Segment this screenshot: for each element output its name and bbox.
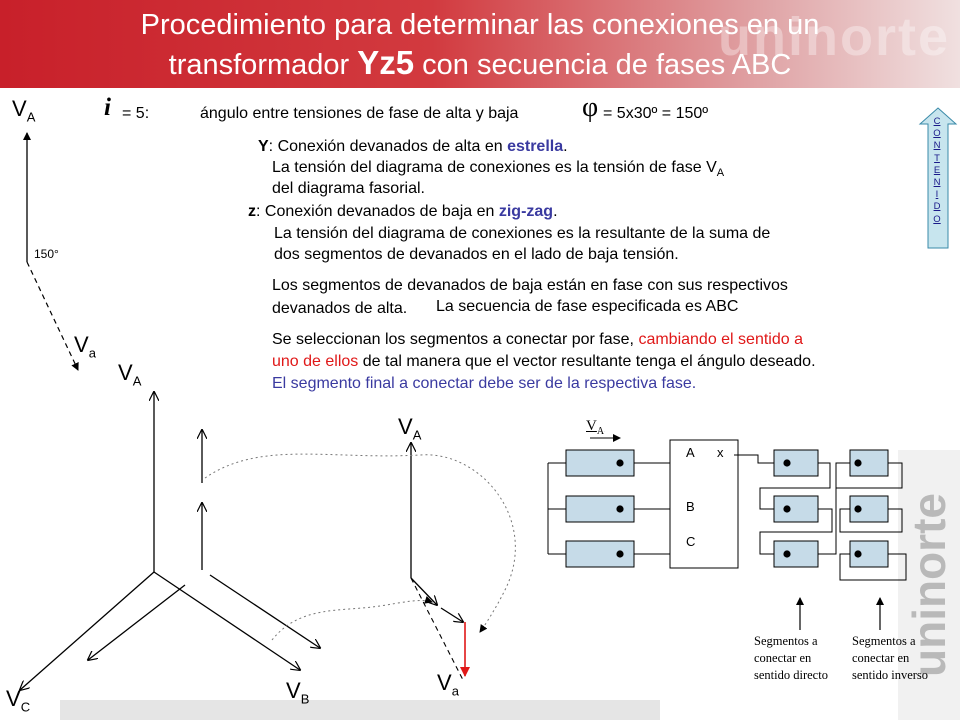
Va-top-sub: a: [88, 345, 96, 361]
star-VC-sub: C: [20, 699, 31, 715]
VA-top-sub: A: [26, 109, 36, 125]
title-line-1: Procedimiento para determinar las conexiones en un: [140, 9, 820, 41]
lv-direct-segment-c: [774, 541, 818, 567]
lv-inverse-segment-b: [850, 496, 888, 522]
lv-direct-segment-b: [774, 496, 818, 522]
top-phasors: [27, 133, 78, 370]
VA-top-main: V: [12, 96, 27, 121]
schematic-VA-main: V: [586, 418, 597, 434]
select-line-2-post: de tal manera que el vector resultante tenga el ángulo deseado.: [362, 353, 816, 370]
star-VC-main: V: [6, 686, 21, 711]
z-line-3: dos segmentos de devanados en el lado de baja tensión.: [274, 246, 679, 263]
select-line-1-red: cambiando el sentido a: [638, 331, 803, 348]
uninorte-logo-watermark: uninorte: [718, 7, 950, 67]
select-line-2-red: uno de ellos: [272, 353, 359, 370]
hv-winding-A: [548, 450, 670, 476]
terminal-x-label: x: [717, 445, 724, 460]
Y-line-3: del diagrama fasorial.: [272, 180, 425, 197]
phi-value: = 5x30º = 150º: [603, 105, 709, 122]
z-line-2: La tensión del diagrama de conexiones es la resultante de la suma de: [274, 225, 771, 242]
star-VB-label: [286, 678, 309, 706]
sequence-text: La secuencia de fase especificada es ABC: [436, 298, 739, 315]
terminal-A-label: A: [686, 445, 695, 460]
Va-top-main: V: [74, 332, 89, 357]
i-symbol: i: [104, 94, 111, 121]
segments-line-2: devanados de alta.: [272, 300, 408, 317]
z-text-pre: : Conexión devanados de baja en: [256, 203, 495, 220]
terminal-B-label: B: [686, 499, 695, 514]
Va-top-arrow: [27, 262, 78, 370]
title-line-2-pre: transformador: [168, 49, 350, 81]
guide-curve-1: [205, 454, 515, 632]
Va-dashed-resultant: [411, 578, 463, 680]
segment-b: [210, 575, 320, 648]
i-value: = 5:: [122, 105, 150, 122]
star-VB-sub: B: [300, 691, 310, 707]
direct-segments-label: Segmentos a conectar en sentido directo: [754, 634, 828, 682]
hv-winding-B: [548, 496, 670, 522]
schematic-VA-sub: A: [596, 426, 605, 437]
angle-150-label: 150°: [34, 247, 59, 261]
lv-direct-segment-a: [774, 450, 818, 476]
title-line-2-bold: Yz5: [357, 44, 415, 81]
star-VC-arrow: [20, 572, 154, 690]
terminal-box: [670, 440, 738, 568]
right-Va-main: V: [437, 670, 452, 695]
inverse-segments-label: Segmentos a conectar en sentido inverso: [852, 634, 929, 682]
Y-label: Y: [258, 138, 269, 155]
star-VA-main: V: [118, 360, 133, 385]
select-line-1-pre: Se seleccionan los segmentos a conectar por fase,: [272, 331, 634, 348]
z-conn-type: zig-zag: [498, 203, 554, 220]
lv-inverse-segment-c: [850, 541, 888, 567]
angle-description: ángulo entre tensiones de fase de alta y baja: [200, 105, 519, 122]
schematic-VA-label: [586, 418, 604, 437]
contenido-label: C O N T E N I D O: [933, 116, 941, 225]
Y-conn-type: estrella: [507, 138, 564, 155]
terminal-C-label: C: [686, 534, 696, 549]
right-VA-label: [398, 414, 421, 442]
guide-curve-2: [272, 601, 432, 640]
select-line-3: El segmento final a conectar debe ser de la respectiva fase.: [272, 375, 697, 392]
resultant-construction: [411, 443, 465, 680]
segment-c: [88, 585, 185, 660]
Y-text-post: .: [563, 138, 568, 155]
star-diagram: [20, 392, 320, 690]
segment-2-resultant: [441, 608, 463, 622]
star-VC-label: [6, 686, 30, 714]
Y-text-pre: : Conexión devanados de alta en: [268, 138, 503, 155]
right-VA-main: V: [398, 414, 413, 439]
title-line-2-post: con secuencia de fases ABC: [422, 49, 792, 81]
right-Va-sub: a: [451, 683, 459, 699]
right-Va-label: [437, 670, 459, 698]
z-label: z: [248, 203, 256, 220]
phi-symbol: φ: [582, 92, 599, 123]
z-text-post: .: [553, 203, 558, 220]
Y-line-2-sub: A: [716, 167, 725, 180]
lv-inverse-segment-a: [850, 450, 888, 476]
segments-line-1: Los segmentos de devanados de baja están en fase con sus respectivos: [272, 277, 788, 294]
side-watermark-text: uninorte: [903, 493, 955, 677]
hv-winding-C: [548, 541, 670, 567]
connection-schematic: [548, 438, 906, 630]
star-VA-label: [118, 360, 141, 388]
star-VA-sub: A: [132, 373, 142, 389]
Y-line-2-text: La tensión del diagrama de conexiones es la tensión de fase V: [272, 159, 717, 176]
star-VB-main: V: [286, 678, 301, 703]
right-VA-sub: A: [412, 427, 422, 443]
